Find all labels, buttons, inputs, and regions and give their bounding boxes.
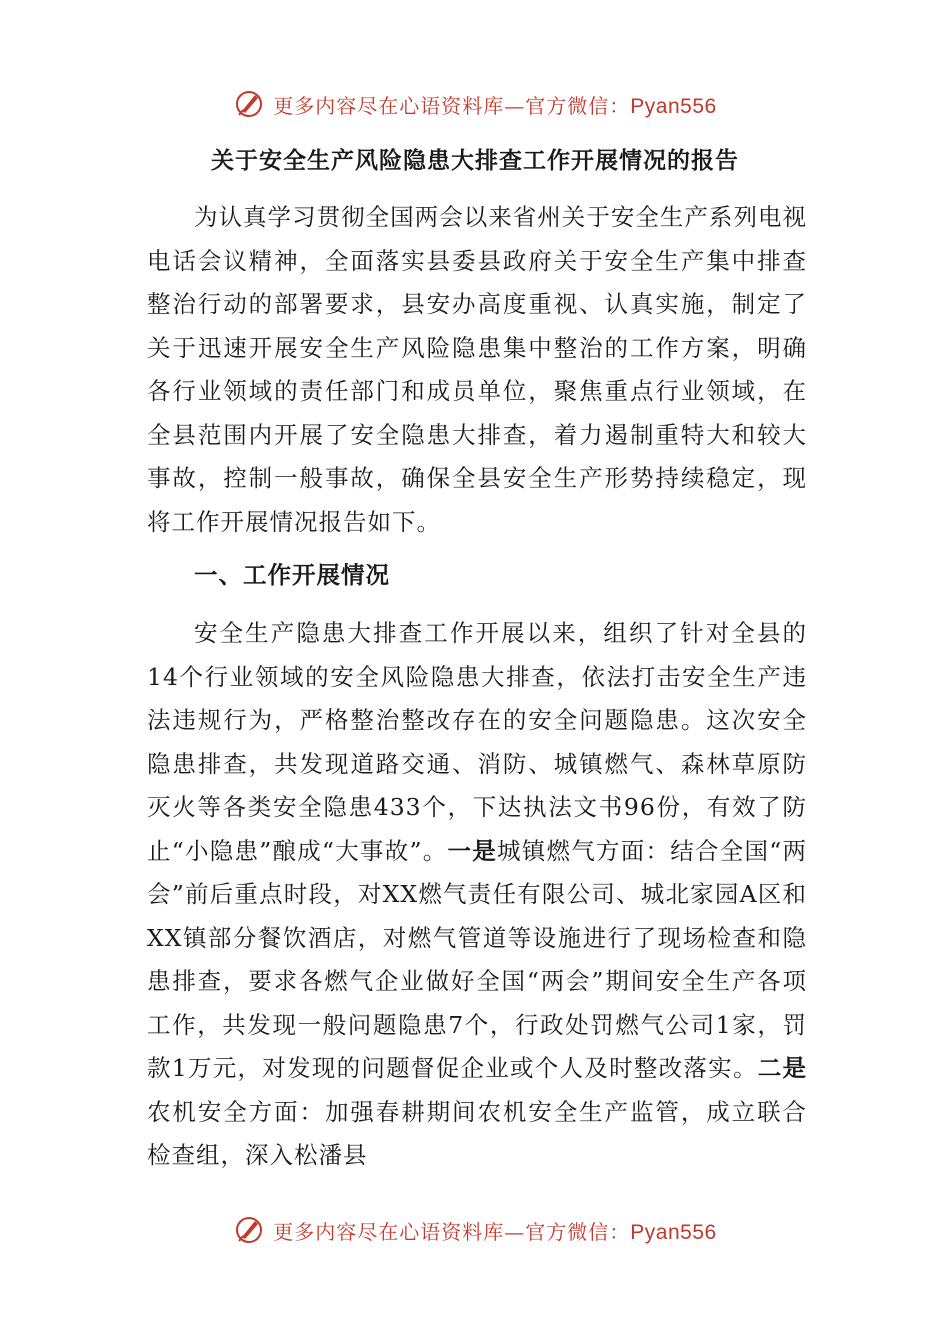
section-heading: 一、工作开展情况	[194, 561, 390, 589]
lead-phrase-1: 一是	[447, 836, 498, 865]
quill-logo-icon	[233, 1214, 265, 1246]
watermark-header	[0, 84, 950, 124]
body-text-c: 农机安全方面：加强春耕期间农机安全生产监管，成立联合检查组，深入松潘县	[147, 1097, 807, 1169]
quill-logo-icon	[233, 88, 265, 120]
watermark-footer	[0, 1210, 950, 1250]
watermark-text: 更多内容尽在心语资料库—官方微信：Pyan556	[273, 93, 717, 118]
watermark-text: 更多内容尽在心语资料库—官方微信：Pyan556	[273, 1219, 717, 1244]
body-text-a: 安全生产隐患大排查工作开展以来，组织了针对全县的14个行业领域的安全风险隐患大排查，依法打击安全生产违法违规行为，严格整治整改存在的安全问题隐患。这次安全隐患排查，共发现道路交通、消防、城镇燃气、森林草原防灭火等各类安全隐患433个，下达执法文书96份，有效了防止“小隐患”酿成“大事故”。	[147, 619, 807, 865]
document-title: 关于安全生产风险隐患大排查工作开展情况的报告	[211, 147, 739, 174]
body-text-b: 城镇燃气方面：结合全国“两会”前后重点时段，对XX燃气责任有限公司、城北家园A区和XX镇部分餐饮酒店，对燃气管道等设施进行了现场检查和隐患排查，要求各燃气企业做好全国“两会”期间安全生产各项工作，共发现一般问题隐患7个，行政处罚燃气公司1家，罚款1万元，对发现的问题督促企业或个人及时整改落实。	[147, 836, 808, 1082]
intro-paragraph: 为认真学习贯彻全国两会以来省州关于安全生产系列电视电话会议精神，全面落实县委县政府关于安全生产集中排查整治行动的部署要求，县安办高度重视、认真实施，制定了关于迅速开展安全生产风险隐患集中整治的工作方案，明确各行业领域的责任部门和成员单位，聚焦重点行业领域，在全县范围内开展了安全隐患大排查，着力遏制重特大和较大事故，控制一般事故，确保全县安全生产形势持续稳定，现将工作开展情况报告如下。	[147, 203, 807, 536]
lead-phrase-2: 二是	[757, 1054, 808, 1082]
section-body-paragraph	[147, 612, 807, 1178]
